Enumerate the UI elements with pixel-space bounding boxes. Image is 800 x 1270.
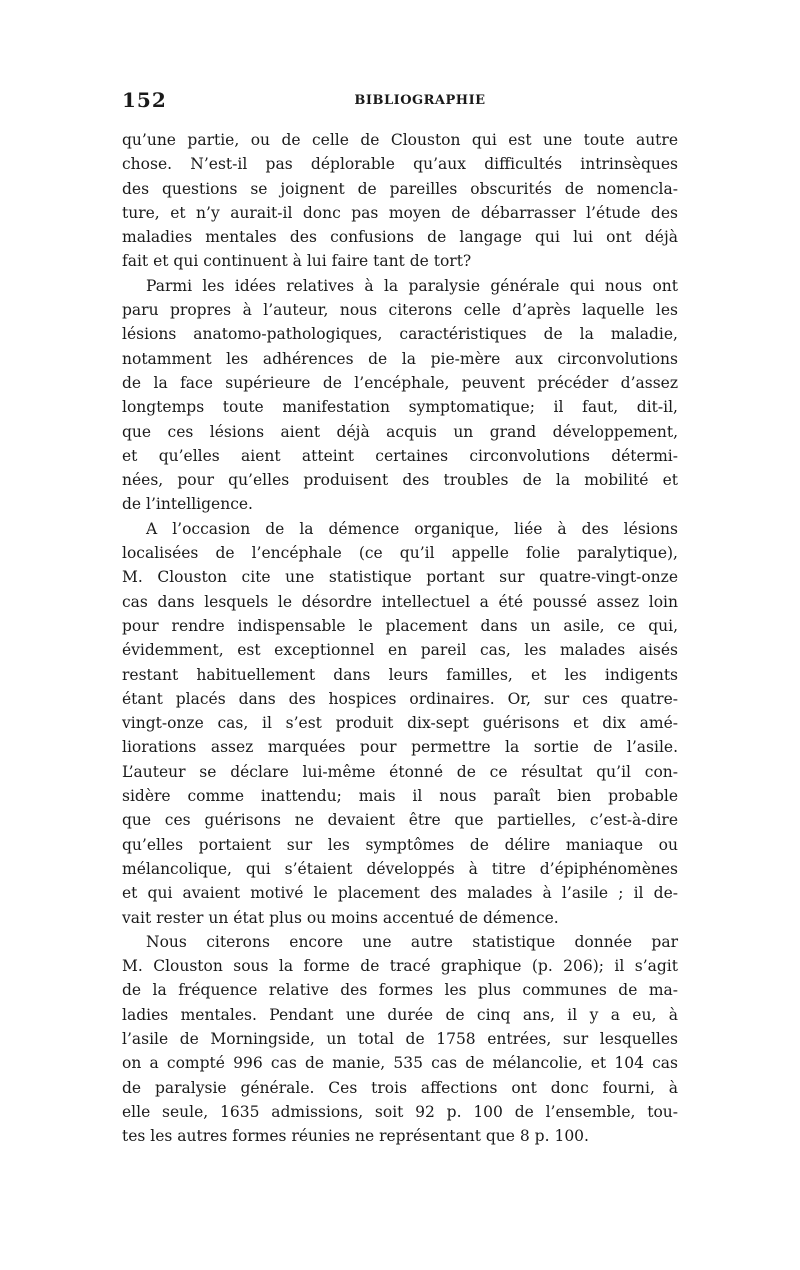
text-line: maladies mentales des confusions de langage qui lui ont déjà — [122, 228, 678, 247]
page-number: 152 — [122, 88, 167, 112]
text-line: liorations assez marquées pour permettre la sortie de l’asile. — [122, 738, 678, 757]
text-line: Parmi les idées relatives à la paralysie générale qui nous ont — [146, 276, 678, 295]
running-head — [122, 88, 678, 118]
text-line: tes les autres formes réunies ne représentant que 8 p. 100. — [122, 1127, 589, 1146]
text-line: des questions se joignent de pareilles obscurités de nomencla- — [122, 179, 678, 198]
text-line: A l’occasion de la démence organique, liée à des lésions — [146, 519, 678, 538]
text-line: vingt-onze cas, il s’est produit dix-sept guérisons et dix amé- — [122, 714, 678, 733]
text-line: paru propres à l’auteur, nous citerons celle d’après laquelle les — [122, 301, 678, 320]
text-line: qu’une partie, ou de celle de Clouston qui est une toute autre — [122, 131, 678, 149]
running-title: BIBLIOGRAPHIE — [354, 93, 486, 108]
text-line: notamment les adhérences de la pie-mère aux circonvolutions — [122, 349, 678, 368]
text-line: ture, et n’y aurait-il donc pas moyen de débarrasser l’étude des — [122, 203, 678, 222]
text-line: mélancolique, qui s’étaient développés à titre d’épiphénomènes — [122, 859, 678, 878]
text-line: localisées de l’encéphale (ce qu’il appelle folie paralytique), — [122, 544, 678, 563]
text-line: étant placés dans des hospices ordinaires. Or, sur ces quatre- — [122, 689, 678, 708]
text-line: vait rester un état plus ou moins accentué de démence. — [122, 908, 559, 927]
text-line: de la fréquence relative des formes les plus communes de ma- — [122, 981, 678, 1000]
text-line: restant habituellement dans leurs familles, et les indigents — [122, 665, 678, 684]
text-line: évidemment, est exceptionnel en pareil cas, les malades aisés — [122, 641, 678, 660]
text-line: cas dans lesquels le désordre intellectuel a été poussé assez loin — [122, 592, 678, 611]
text-line: lésions anatomo-pathologiques, caractéristiques de la maladie, — [122, 325, 678, 344]
book-page — [122, 88, 678, 1148]
text-line: M. Clouston cite une statistique portant sur quatre-vingt-onze — [122, 568, 678, 587]
text-line: de paralysie générale. Ces trois affections ont donc fourni, à — [122, 1078, 678, 1097]
text-line: Nous citerons encore une autre statistique donnée par — [146, 932, 678, 951]
text-line: de la face supérieure de l’encéphale, peuvent précéder d’assez — [122, 373, 678, 392]
text-line: nées, pour qu’elles produisent des troubles de la mobilité et — [122, 471, 678, 490]
text-line: que ces guérisons ne devaient être que partielles, c’est-à-dire — [122, 811, 678, 830]
text-line: on a compté 996 cas de manie, 535 cas de mélancolie, et 104 cas — [122, 1054, 678, 1073]
text-line: qu’elles portaient sur les symptômes de délire maniaque ou — [122, 835, 678, 854]
text-line: M. Clouston sous la forme de tracé graphique (p. 206); il s’agit — [122, 957, 678, 976]
text-line: l’asile de Morningside, un total de 1758 entrées, sur lesquelles — [122, 1029, 678, 1048]
text-line: et qu’elles aient atteint certaines circonvolutions détermi- — [122, 446, 678, 465]
text-line: chose. N’est-il pas déplorable qu’aux difficultés intrinsèques — [122, 155, 678, 174]
text-line: pour rendre indispensable le placement dans un asile, ce qui, — [122, 616, 678, 635]
text-line: que ces lésions aient déjà acquis un grand développement, — [122, 422, 678, 441]
text-line: et qui avaient motivé le placement des malades à l’asile ; il de- — [122, 884, 678, 903]
text-line: longtemps toute manifestation symptomatique; il faut, dit-il, — [122, 398, 678, 417]
text-line: elle seule, 1635 admissions, soit 92 p. 100 de l’ensemble, tou- — [122, 1102, 678, 1121]
text-line: L’auteur se déclare lui-même étonné de ce résultat qu’il con- — [122, 762, 678, 781]
text-line: fait et qui continuent à lui faire tant de tort? — [122, 252, 472, 271]
text-line: ladies mentales. Pendant une durée de cinq ans, il y a eu, à — [122, 1005, 678, 1024]
text-line: sidère comme inattendu; mais il nous paraît bien probable — [122, 787, 678, 806]
text-line: de l’intelligence. — [122, 495, 253, 514]
body-text — [122, 128, 678, 1148]
